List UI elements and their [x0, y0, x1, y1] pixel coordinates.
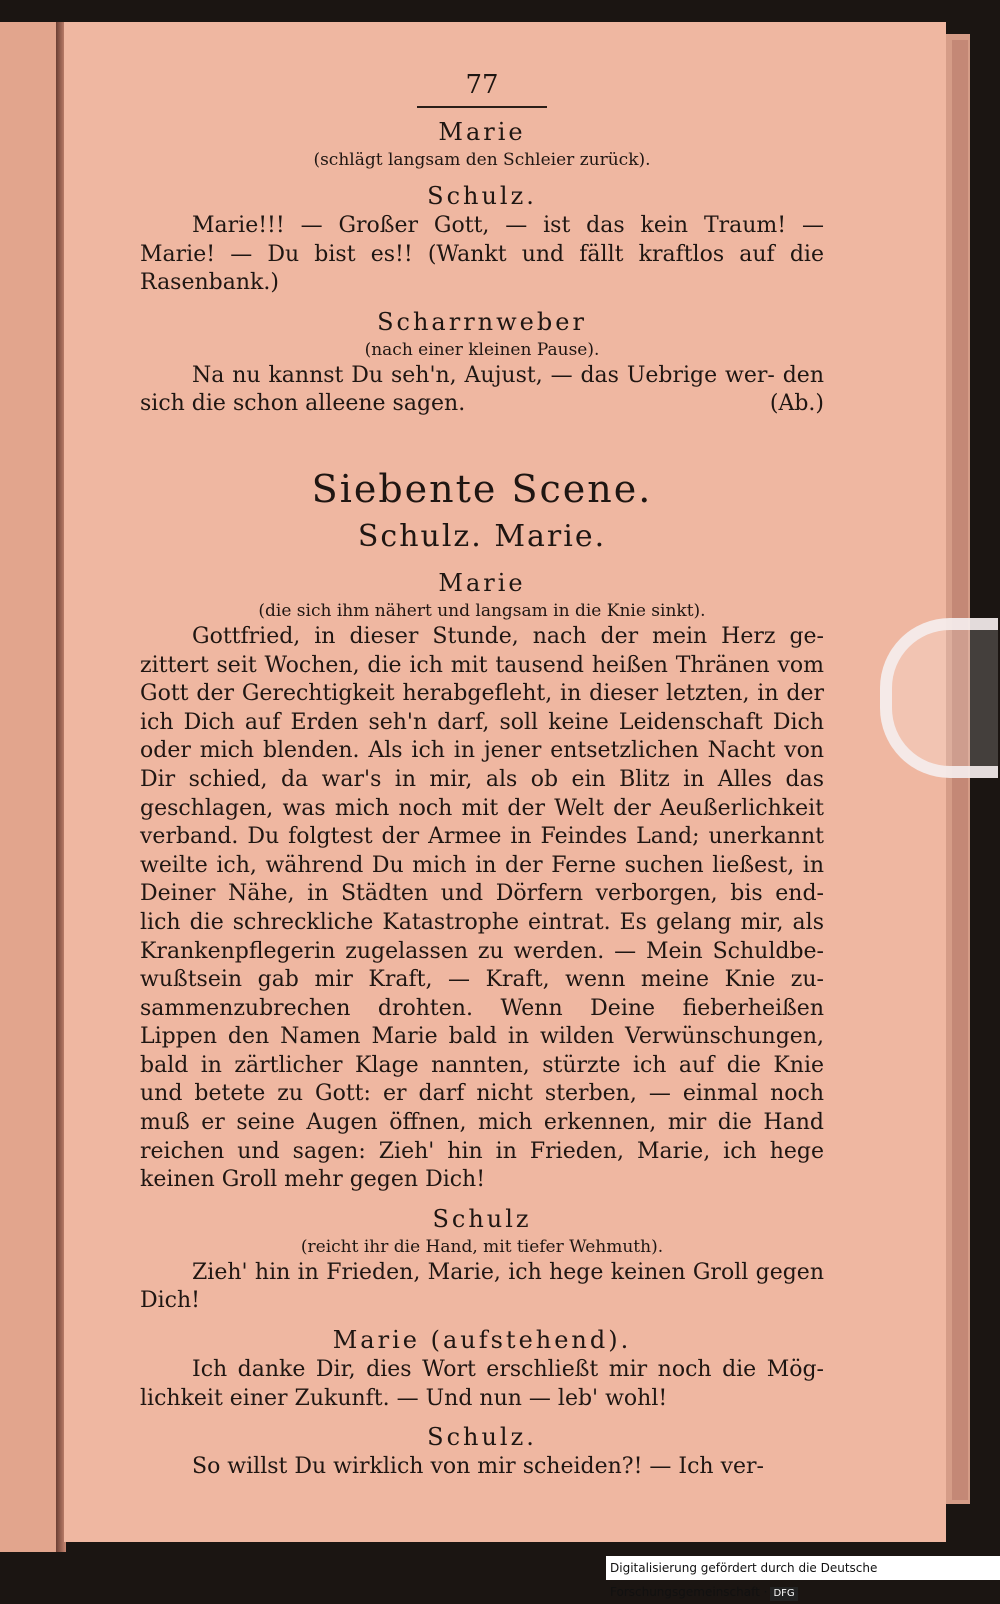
- stage-direction: (nach einer kleinen Pause).: [364, 339, 600, 360]
- facing-page-edge: [0, 22, 59, 1552]
- footer-text: Digitalisierung gefördert durch die Deutsche Forschungsgemeinschaft ·: [610, 1561, 878, 1599]
- page-clip: [880, 618, 998, 778]
- speech-text: Gottfried, in dieser Stunde, nach der mein Herz ge- zittert seit Wochen, die ich mit tausend heißen Thränen vom Gott der Gerechtigkeit herabgefleht, in dieser letzten, in der ich Dich auf Erden seh'n darf, soll keine Leidenschaft Dich oder mich blenden. Als ich in jener entsetzlichen Nacht von Dir schied, da war's in mir, als ob ein Blitz in Alles das geschlagen, was mich noch mit der Welt der Aeußerlichkeit verband. Du folgtest der Armee in Feindes Land; unerkannt weilte ich, während Du mich in der Ferne suchen ließest, in Deiner Nähe, in Städten und Dörfern verborgen, bis end- lich die schreckliche Katastrophe eintrat. Es gelang mir, als Krankenpflegerin zugelassen zu werden. — Mein Schuldbe- wußtsein gab mir Kraft, — Kraft, wenn meine Knie zu- sammenzubrechen drohten. Wenn Deine fieberheißen Lippen den Namen Marie bald in wilden Verwünschungen, bald in zärtlicher Klage nannten, stürzte ich auf die Knie und betete zu Gott: er darf nicht sterben, — einmal noch muß er seine Augen öffnen, mich erkennen, mir die Hand reichen und sagen: Zieh' hin in Frieden, Marie, ich hege keinen Groll mehr gegen Dich!: [140, 623, 824, 1193]
- scene-persons: Schulz. Marie.: [357, 518, 607, 554]
- speaker-name: Schulz.: [427, 182, 537, 210]
- speaker-name: Marie: [438, 118, 526, 146]
- speaker-name: Schulz.: [427, 1423, 537, 1452]
- exit-direction: (Ab.): [769, 391, 824, 417]
- funding-footer: [606, 1556, 1000, 1599]
- speaker-name: Schulz: [432, 1204, 532, 1233]
- page-number: 77: [417, 70, 547, 108]
- speech-text: [140, 362, 824, 419]
- scene-heading: Siebente Scene.: [311, 466, 653, 511]
- dfg-logo: DFG: [770, 1587, 797, 1601]
- speaker-name: Marie (aufstehend).: [332, 1326, 632, 1355]
- speech-text: Zieh' hin in Frieden, Marie, ich hege keinen Groll gegen Dich!: [140, 1259, 824, 1314]
- speech-text: Marie!!! — Großer Gott, — ist das kein Traum! — Marie! — Du bist es!! (Wankt und fällt kraftlos auf die Rasenbank.): [140, 213, 824, 296]
- speech-text: Ich danke Dir, dies Wort erschließt mir noch die Mög- lichkeit einer Zukunft. — Und nun — leb' wohl!: [140, 1357, 824, 1411]
- speaker-name: Scharrnweber: [377, 307, 587, 336]
- stage-direction: (reicht ihr die Hand, mit tiefer Wehmuth).: [300, 1236, 664, 1257]
- speech-text: So willst Du wirklich von mir scheiden?! — Ich ver-: [192, 1454, 764, 1480]
- page-content: [140, 70, 824, 1482]
- speaker-name: Marie: [438, 568, 526, 597]
- stage-direction: (die sich ihm nähert und langsam in die Knie sinkt).: [258, 600, 706, 621]
- speech-body: Na nu kannst Du seh'n, Aujust, — das Uebrige wer- den sich die schon alleene sagen.: [140, 362, 824, 417]
- stage-direction: (schlägt langsam den Schleier zurück).: [313, 150, 651, 170]
